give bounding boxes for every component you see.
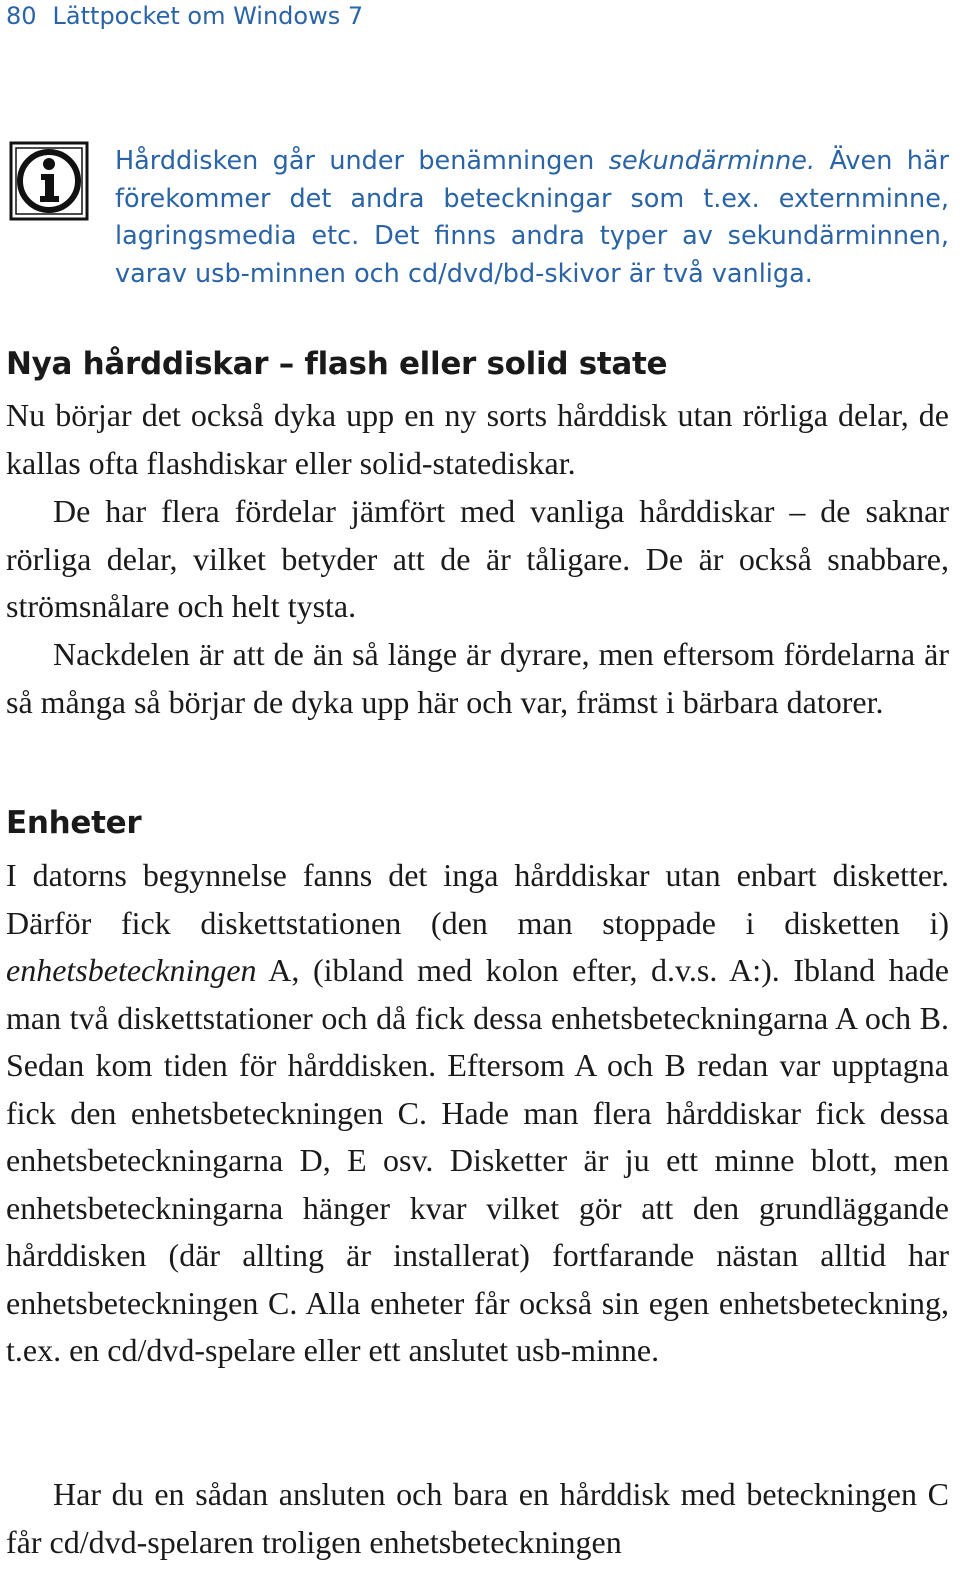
running-head: [6, 2, 363, 30]
note-emphasis: sekundärminne.: [608, 146, 816, 176]
page-number: 80: [6, 2, 37, 30]
paragraph: Nackdelen är att de än så länge är dyrare, men eftersom fördelarna är så många så börjar de dyka upp här och var, främst i bärbara datorer.: [6, 636, 949, 720]
paragraph: I datorns begynnelse fanns det inga hårddiskar utan enbart disketter. Därför fick diskettstationen (den man stoppade i disketten i) enhetsbeteckningen A, (ibland med kolon efter, d.v.s. A:). Ibland hade man två diskettstationer och då fick dessa enhetsbeteckningarna A och B. Sedan kom tiden för hårddisken. Eftersom A och B redan var upptagna fick den enhetsbeteckningen C. Hade man flera hårddiskar fick dessa enhetsbeteckningarna D, E osv. Disketter är ju ett minne blott, men enhetsbeteckningarna hänger kvar vilket gör att den grundläggande hårddisken (där allting är installerat) fortfarande nästan alltid har enhetsbeteckningen C. Alla enheter får också sin egen enhetsbeteckning, t.ex. en cd/dvd-spelare eller ett anslutet usb-minne.: [6, 857, 949, 1368]
section-heading-flash: Nya hårddiskar – flash eller solid state: [6, 346, 668, 382]
book-title: Lättpocket om Windows 7: [52, 2, 364, 30]
info-note: Hårddisken går under benämningen sekundärminne. Även här förekommer det andra beteckningar som t.ex. externminne, lagringsmedia etc. Det finns andra typer av sekundärminnen, varav usb-minnen och cd/dvd/bd-skivor är två vanliga.: [115, 146, 950, 289]
info-icon: [9, 141, 91, 223]
paragraph: De har flera fördelar jämfört med vanliga hårddiskar – de saknar rörliga delar, vilket betyder att de är tåligare. De är också snabbare, strömsnålare och helt tysta.: [6, 493, 949, 624]
section-heading-enheter: Enheter: [6, 805, 142, 841]
paragraph: Har du en sådan ansluten och bara en hårddisk med beteckningen C får cd/dvd-spelaren troligen enhetsbeteckningen: [6, 1476, 949, 1560]
paragraph: Nu börjar det också dyka upp en ny sorts hårddisk utan rörliga delar, de kallas ofta flashdiskar eller solid-statediskar.: [6, 397, 949, 481]
term-emphasis: enhetsbeteckningen: [6, 952, 257, 988]
